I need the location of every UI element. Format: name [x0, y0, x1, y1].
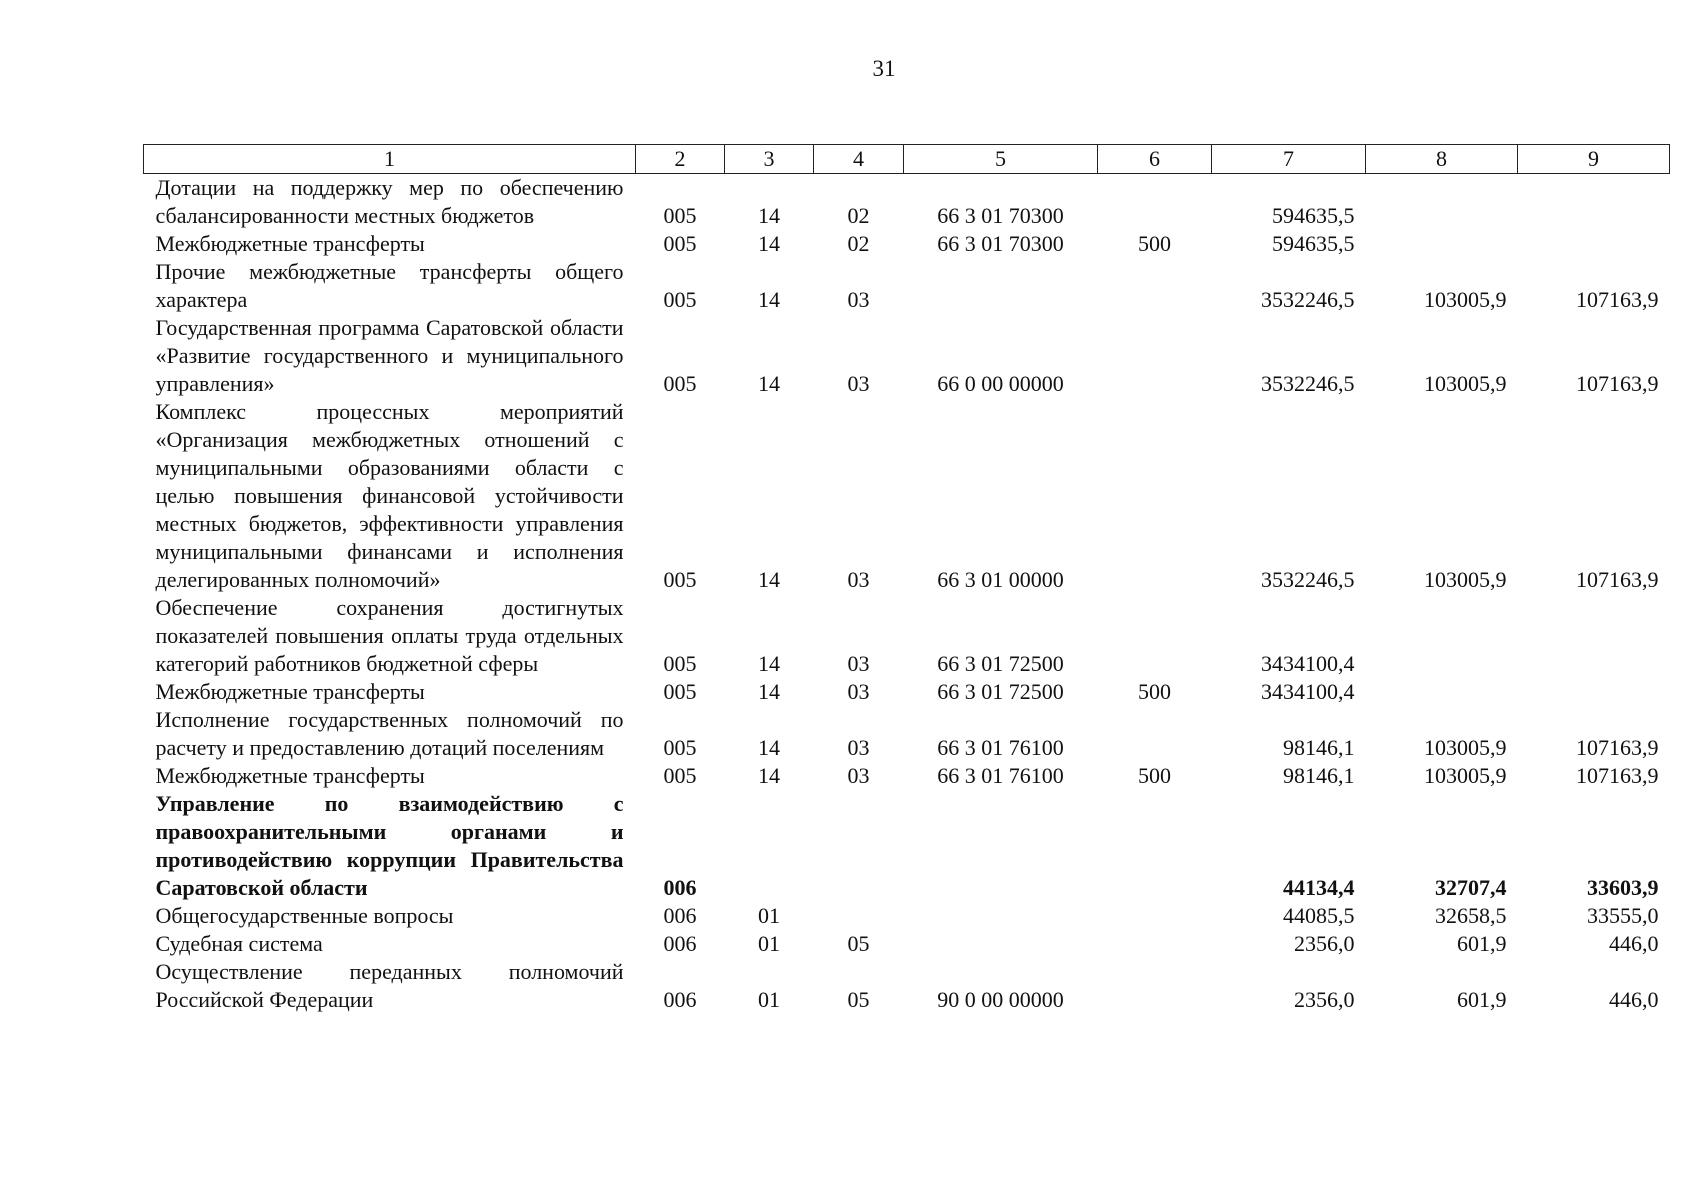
admin-code: 005 [663, 651, 697, 676]
expense-type-code [1098, 314, 1212, 398]
expense-type-code [1098, 258, 1212, 314]
section-code: 01 [758, 903, 780, 928]
expense-type-code [1098, 902, 1212, 930]
amount-col9: 33555,0 [1587, 903, 1659, 928]
table-row [144, 706, 1670, 762]
table-row [144, 762, 1670, 790]
column-header: 4 [814, 145, 904, 174]
section-code: 14 [758, 735, 780, 760]
table-row [144, 958, 1670, 1014]
row-name: Государственная программа Саратовской области «Развитие государственного и муниципального управления» [155, 315, 624, 396]
row-name: Межбюджетные трансферты [155, 231, 425, 256]
expense-type-code: 500 [1138, 231, 1171, 256]
table-body [144, 174, 1670, 1015]
amount-col8: 32707,4 [1435, 875, 1507, 900]
admin-code: 005 [663, 231, 697, 256]
row-name: Комплекс процессных мероприятий «Организация межбюджетных отношений с муниципальными образованиями области с целью повышения финансовой устойчивости местных бюджетов, эффективности управления муниципальными финансами и исполнения делегированных полномочий» [155, 399, 624, 592]
subsection-code [814, 902, 904, 930]
amount-col9: 107163,9 [1576, 567, 1659, 592]
section-code: 14 [758, 231, 780, 256]
admin-code: 006 [663, 931, 697, 956]
admin-code: 005 [663, 735, 697, 760]
subsection-code: 03 [847, 651, 870, 676]
table-row [144, 230, 1670, 258]
target-article-code: 66 3 01 00000 [937, 567, 1064, 592]
subsection-code: 03 [847, 287, 870, 312]
amount-col8: 103005,9 [1424, 567, 1507, 592]
row-name: Осуществление переданных полномочий Российской Федерации [155, 959, 624, 1012]
amount-col8: 601,9 [1457, 987, 1507, 1012]
amount-col8: 103005,9 [1424, 287, 1507, 312]
amount-col7: 98146,1 [1283, 735, 1355, 760]
column-header: 3 [725, 145, 814, 174]
target-article-code: 66 3 01 72500 [937, 679, 1064, 704]
amount-col9: 107163,9 [1576, 763, 1659, 788]
admin-code: 005 [663, 679, 697, 704]
amount-col9: 107163,9 [1576, 371, 1659, 396]
table-row [144, 594, 1670, 678]
column-header: 9 [1518, 145, 1670, 174]
section-code: 01 [758, 987, 780, 1012]
amount-col7: 98146,1 [1283, 763, 1355, 788]
amount-col9: 446,0 [1609, 931, 1659, 956]
amount-col8: 601,9 [1457, 931, 1507, 956]
row-name: Общегосударственные вопросы [155, 903, 454, 928]
amount-col8 [1366, 678, 1518, 706]
amount-col9 [1518, 230, 1670, 258]
target-article-code: 66 0 00 00000 [937, 371, 1064, 396]
expense-type-code [1098, 930, 1212, 958]
expense-type-code [1098, 174, 1212, 231]
table-row [144, 678, 1670, 706]
subsection-code [814, 790, 904, 902]
admin-code: 005 [663, 371, 697, 396]
target-article-code: 66 3 01 76100 [937, 735, 1064, 760]
amount-col8: 32658,5 [1435, 903, 1507, 928]
column-header: 8 [1366, 145, 1518, 174]
section-code: 14 [758, 567, 780, 592]
expense-type-code: 500 [1138, 679, 1171, 704]
admin-code: 005 [663, 763, 697, 788]
amount-col7: 3434100,4 [1261, 651, 1355, 676]
amount-col7: 3532246,5 [1261, 287, 1355, 312]
table-row [144, 930, 1670, 958]
admin-code: 005 [663, 287, 697, 312]
amount-col9: 107163,9 [1576, 287, 1659, 312]
section-code: 14 [758, 371, 780, 396]
admin-code: 005 [663, 203, 697, 228]
admin-code: 005 [663, 567, 697, 592]
table-row [144, 790, 1670, 902]
row-name: Исполнение государственных полномочий по расчету и предоставлению дотаций поселениям [155, 707, 624, 760]
subsection-code: 03 [847, 735, 870, 760]
row-name: Межбюджетные трансферты [155, 679, 425, 704]
amount-col9: 107163,9 [1576, 735, 1659, 760]
amount-col9: 33603,9 [1587, 875, 1659, 900]
row-name: Обеспечение сохранения достигнутых показателей повышения оплаты труда отдельных категорий работников бюджетной сферы [155, 595, 624, 676]
table-row [144, 258, 1670, 314]
admin-code: 006 [663, 875, 697, 900]
column-header: 1 [144, 145, 636, 174]
amount-col8 [1366, 594, 1518, 678]
page-number: 31 [872, 56, 896, 81]
amount-col8: 103005,9 [1424, 371, 1507, 396]
amount-col8 [1366, 174, 1518, 231]
table-row [144, 174, 1670, 231]
column-header: 5 [904, 145, 1098, 174]
admin-code: 006 [663, 987, 697, 1012]
row-name: Межбюджетные трансферты [155, 763, 425, 788]
amount-col7: 594635,5 [1272, 231, 1355, 256]
expense-type-code: 500 [1138, 763, 1171, 788]
row-name: Управление по взаимодействию с правоохранительными органами и противодействию коррупции Правительства Саратовской области [155, 791, 624, 900]
amount-col9: 446,0 [1609, 987, 1659, 1012]
target-article-code: 66 3 01 70300 [937, 231, 1064, 256]
amount-col9 [1518, 174, 1670, 231]
section-code: 14 [758, 203, 780, 228]
amount-col7: 44134,4 [1283, 875, 1355, 900]
expense-type-code [1098, 398, 1212, 594]
target-article-code: 66 3 01 72500 [937, 651, 1064, 676]
table-row [144, 314, 1670, 398]
subsection-code: 02 [847, 231, 870, 256]
expense-type-code [1098, 706, 1212, 762]
admin-code: 006 [663, 903, 697, 928]
amount-col9 [1518, 594, 1670, 678]
expense-type-code [1098, 790, 1212, 902]
row-name: Дотации на поддержку мер по обеспечению сбалансированности местных бюджетов [155, 175, 624, 228]
amount-col7: 44085,5 [1283, 903, 1355, 928]
subsection-code: 03 [847, 763, 870, 788]
subsection-code: 03 [847, 679, 870, 704]
subsection-code: 02 [847, 203, 870, 228]
budget-table [143, 144, 1670, 1014]
amount-col7: 3532246,5 [1261, 567, 1355, 592]
amount-col7: 3434100,4 [1261, 679, 1355, 704]
subsection-code: 05 [847, 987, 870, 1012]
expense-type-code [1098, 594, 1212, 678]
target-article-code [904, 902, 1098, 930]
column-header: 7 [1212, 145, 1366, 174]
subsection-code: 05 [847, 931, 870, 956]
row-name: Прочие межбюджетные трансферты общего характера [155, 259, 624, 312]
amount-col8: 103005,9 [1424, 735, 1507, 760]
amount-col7: 2356,0 [1294, 987, 1355, 1012]
section-code: 14 [758, 679, 780, 704]
section-code: 14 [758, 763, 780, 788]
row-name: Судебная система [155, 931, 323, 956]
target-article-code [904, 930, 1098, 958]
amount-col7: 594635,5 [1272, 203, 1355, 228]
section-code [725, 790, 814, 902]
amount-col7: 2356,0 [1294, 931, 1355, 956]
amount-col7: 3532246,5 [1261, 371, 1355, 396]
table-header [144, 145, 1670, 174]
header-row [144, 145, 1670, 174]
target-article-code: 66 3 01 76100 [937, 763, 1064, 788]
subsection-code: 03 [847, 567, 870, 592]
section-code: 14 [758, 287, 780, 312]
column-header: 6 [1098, 145, 1212, 174]
amount-col9 [1518, 678, 1670, 706]
section-code: 14 [758, 651, 780, 676]
table-row [144, 902, 1670, 930]
target-article-code: 90 0 00 00000 [937, 987, 1064, 1012]
amount-col8: 103005,9 [1424, 763, 1507, 788]
subsection-code: 03 [847, 371, 870, 396]
expense-type-code [1098, 958, 1212, 1014]
amount-col8 [1366, 230, 1518, 258]
target-article-code [904, 258, 1098, 314]
target-article-code: 66 3 01 70300 [937, 203, 1064, 228]
target-article-code [904, 790, 1098, 902]
section-code: 01 [758, 931, 780, 956]
table-row [144, 398, 1670, 594]
column-header: 2 [636, 145, 725, 174]
